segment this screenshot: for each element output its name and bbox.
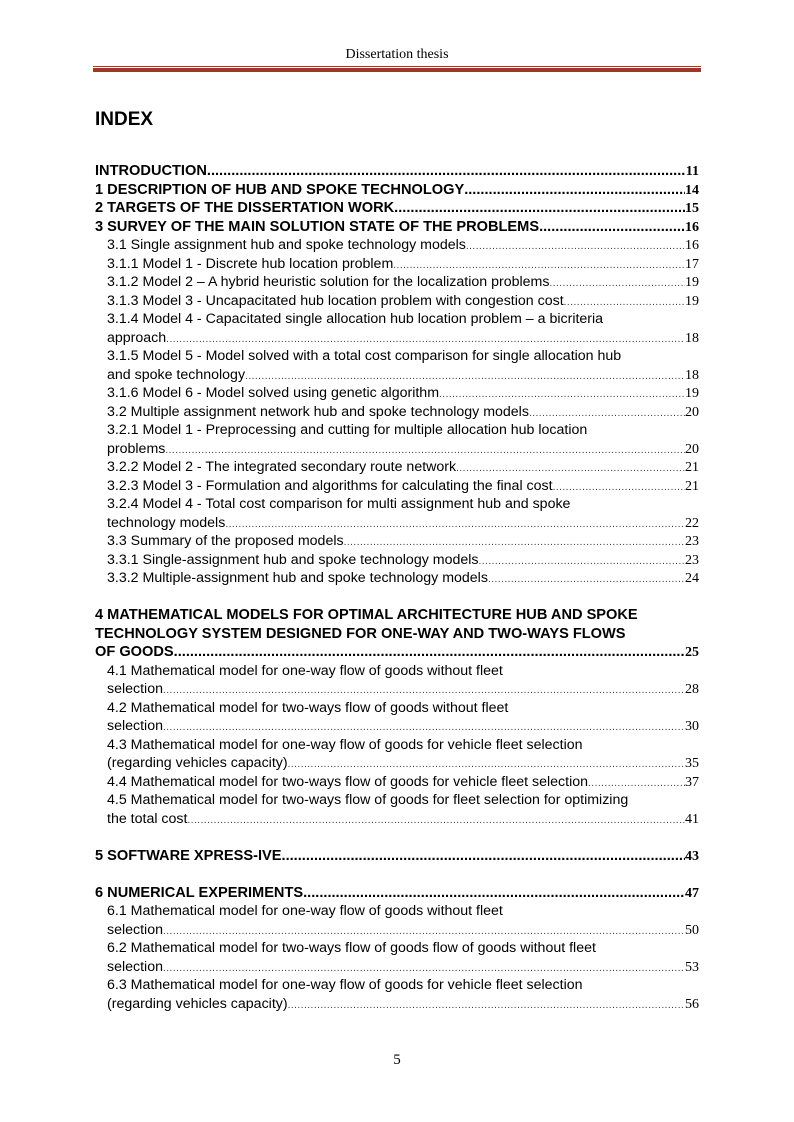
toc-page-number: 14 [685,182,699,198]
toc-section-entry[interactable] [95,921,699,940]
toc-entry-title: 2 TARGETS OF THE DISSERTATION WORK [95,200,395,216]
toc-section-entry[interactable] [95,477,699,496]
toc-page-number: 37 [685,774,699,790]
toc-entry-title: selection [107,681,163,697]
toc-entry-title: 4.5 Mathematical model for two-ways flow of goods for fleet selection for optimizing [107,792,629,808]
toc-section-entry[interactable] [95,310,699,329]
toc-entry-title: 3.1.1 Model 1 - Discrete hub location problem [107,255,394,272]
toc-dot-leader [439,386,685,403]
toc-page-number: 21 [685,460,699,475]
toc-section-entry[interactable] [95,384,699,403]
running-header: Dissertation thesis [345,47,449,62]
toc-entry-title: 3.1.4 Model 4 - Capacitated single allocation hub location problem – a bicriteria [107,311,604,327]
toc-dot-leader [529,405,685,422]
index-title: INDEX [95,109,154,130]
toc-page-number: 41 [685,811,699,827]
toc-dot-leader [344,534,685,551]
toc-section-entry[interactable] [95,514,699,533]
toc-section-entry[interactable] [95,532,699,551]
toc-dot-leader [288,997,685,1014]
toc-dot-leader [174,643,685,662]
toc-page-number: 21 [685,478,699,494]
toc-chapter-entry[interactable] [95,606,699,625]
toc-dot-leader [394,199,685,218]
toc-spacer [95,588,699,607]
toc-entry-title: 3.1.2 Model 2 – A hybrid heuristic solution for the localization problems [107,274,550,290]
toc-page-number: 35 [685,756,699,771]
toc-entry-title: 6.2 Mathematical model for two-ways flow of goods flow of goods without fleet [107,940,596,956]
toc-entry-title: 1 DESCRIPTION OF HUB AND SPOKE TECHNOLOGY [95,181,465,198]
toc-page-number: 17 [685,256,699,272]
toc-page-number: 19 [685,293,699,309]
header-rule-thick [93,68,701,72]
toc-section-entry[interactable] [95,347,699,366]
toc-section-entry[interactable] [95,662,699,681]
toc-entry-title: 3.2.3 Model 3 - Formulation and algorithms for calculating the final cost [107,477,553,494]
toc-dot-leader [163,682,685,699]
toc-entry-title: selection [107,718,163,734]
toc-entry-title: TECHNOLOGY SYSTEM DESIGNED FOR ONE-WAY AND TWO-WAYS FLOWS [95,625,626,642]
toc-entry-title: 3.2.4 Model 4 - Total cost comparison for multi assignment hub and spoke [107,496,571,512]
toc-section-entry[interactable] [95,680,699,699]
toc-entry-title: 3.3.1 Single-assignment hub and spoke technology models [107,551,479,568]
toc-dot-leader [288,756,685,773]
toc-chapter-entry[interactable] [95,218,699,237]
toc-entry-title: 6.1 Mathematical model for one-way flow of goods without fleet [107,903,503,919]
toc-entry-title: 3.2.1 Model 1 - Preprocessing and cutting for multiple allocation hub location [107,422,588,438]
toc-section-entry[interactable] [95,255,699,274]
toc-section-entry[interactable] [95,403,699,422]
toc-dot-leader [187,812,685,829]
toc-section-entry[interactable] [95,366,699,385]
toc-section-entry[interactable] [95,551,699,570]
toc-entry-title: approach [107,329,167,346]
toc-dot-leader [303,884,685,903]
toc-chapter-entry[interactable] [95,199,699,218]
toc-page-number: 23 [685,534,699,549]
toc-page-number: 43 [685,848,699,864]
toc-dot-leader [488,571,685,588]
toc-section-entry[interactable] [95,810,699,829]
toc-dot-leader [456,460,685,477]
toc-chapter-entry[interactable] [95,162,699,181]
toc-section-entry[interactable] [95,902,699,921]
toc-entry-title: 3 SURVEY OF THE MAIN SOLUTION STATE OF THE PROBLEMS [95,218,540,235]
toc-section-entry[interactable] [95,699,699,718]
toc-chapter-entry[interactable] [95,884,699,903]
toc-dot-leader [464,181,685,200]
toc-chapter-entry[interactable] [95,847,699,866]
toc-entry-title: 3.1 Single assignment hub and spoke technology models [107,237,466,253]
toc-entry-title: 3.3 Summary of the proposed models [107,533,344,549]
toc-section-entry[interactable] [95,939,699,958]
toc-chapter-entry[interactable] [95,625,699,644]
toc-chapter-entry[interactable] [95,643,699,662]
toc-page-number: 28 [685,682,699,697]
toc-page-number: 19 [685,386,699,401]
toc-page-number: 16 [685,238,699,253]
toc-section-entry[interactable] [95,236,699,255]
toc-dot-leader [478,553,685,570]
toc-page-number: 19 [685,275,699,290]
toc-section-entry[interactable] [95,292,699,311]
toc-page-number: 22 [685,515,699,531]
toc-section-entry[interactable] [95,754,699,773]
toc-section-entry[interactable] [95,421,699,440]
toc-section-entry[interactable] [95,791,699,810]
page-number: 5 [393,1052,401,1068]
toc-dot-leader [282,847,685,866]
toc-dot-leader [539,218,685,237]
toc-entry-title: 6.3 Mathematical model for one-way flow of goods for vehicle fleet selection [107,977,583,993]
toc-page-number: 15 [685,201,699,216]
toc-page-number: 25 [685,645,699,660]
toc-page-number: 47 [685,885,699,901]
toc-dot-leader [393,257,685,274]
toc-dot-leader [245,368,685,385]
toc-entry-title: 4.2 Mathematical model for two-ways flow of goods without fleet [107,699,509,716]
toc-chapter-entry[interactable] [95,181,699,200]
toc-entry-title: 3.3.2 Multiple-assignment hub and spoke technology models [107,570,488,586]
toc-page-number: 11 [685,164,699,179]
toc-entry-title: 3.1.5 Model 5 - Model solved with a total cost comparison for single allocation hub [107,348,622,364]
toc-entry-title: 4.4 Mathematical model for two-ways flow of goods for vehicle fleet selection [107,773,589,790]
toc-entry-title: (regarding vehicles capacity) [107,755,288,771]
toc-dot-leader [225,516,685,533]
toc-dot-leader [163,923,685,940]
toc-page-number: 24 [685,571,699,586]
toc-entry-title: 4.3 Mathematical model for one-way flow of goods for vehicle fleet selection [107,736,583,753]
toc-dot-leader [166,331,685,348]
toc-page-number: 56 [685,996,699,1012]
toc-spacer [95,865,699,884]
toc-entry-title: 3.2 Multiple assignment network hub and spoke technology models [107,403,529,420]
toc-page-number: 30 [685,719,699,734]
toc-section-entry[interactable] [95,736,699,755]
toc-entry-title: and spoke technology [107,366,246,383]
toc-entry-title: (regarding vehicles capacity) [107,995,288,1012]
toc-entry-title: 4 MATHEMATICAL MODELS FOR OPTIMAL ARCHITECTURE HUB AND SPOKE [95,607,638,623]
toc-entry-title: technology models [107,514,226,531]
toc-section-entry[interactable] [95,958,699,977]
toc-page-number: 20 [685,404,699,420]
toc-page-number: 53 [685,959,699,975]
toc-entry-title: 4.1 Mathematical model for one-way flow of goods without fleet [107,662,503,679]
toc-entry-title: 5 SOFTWARE XPRESS-IVE [95,847,282,864]
toc-page-number: 18 [685,367,699,383]
toc-dot-leader [163,719,685,736]
toc-section-entry[interactable] [95,569,699,588]
toc-dot-leader [588,775,685,792]
toc-entry-title: 6 NUMERICAL EXPERIMENTS [95,884,304,901]
toc-page-number: 20 [685,441,699,457]
toc-section-entry[interactable] [95,976,699,995]
toc-section-entry[interactable] [95,458,699,477]
toc-page-number: 23 [685,552,699,568]
toc-section-entry[interactable] [95,273,699,292]
toc-dot-leader [163,960,685,977]
header-rule-thin [93,66,701,67]
table-of-contents [95,162,699,1013]
toc-dot-leader [466,238,685,255]
toc-entry-title: selection [107,958,163,975]
toc-entry-title: problems [107,440,166,457]
toc-entry-title: 3.1.6 Model 6 - Model solved using genetic algorithm [107,385,440,401]
toc-entry-title: 3.2.2 Model 2 - The integrated secondary route network [107,459,457,475]
toc-spacer [95,828,699,847]
toc-section-entry[interactable] [95,329,699,348]
toc-entry-title: the total cost [107,810,188,827]
toc-section-entry[interactable] [95,495,699,514]
toc-dot-leader [549,275,685,292]
toc-page-number: 16 [685,219,699,235]
toc-section-entry[interactable] [95,995,699,1014]
toc-dot-leader [207,162,686,181]
toc-page-number: 18 [685,330,699,346]
toc-section-entry[interactable] [95,440,699,459]
toc-dot-leader [564,294,685,311]
toc-entry-title: 3.1.3 Model 3 - Uncapacitated hub location problem with congestion cost [107,292,564,309]
toc-entry-title: INTRODUCTION [95,163,207,179]
toc-page-number: 50 [685,922,699,938]
toc-entry-title: OF GOODS [95,644,174,660]
toc-section-entry[interactable] [95,717,699,736]
toc-dot-leader [165,442,685,459]
toc-dot-leader [553,479,685,496]
toc-section-entry[interactable] [95,773,699,792]
toc-entry-title: selection [107,921,163,938]
